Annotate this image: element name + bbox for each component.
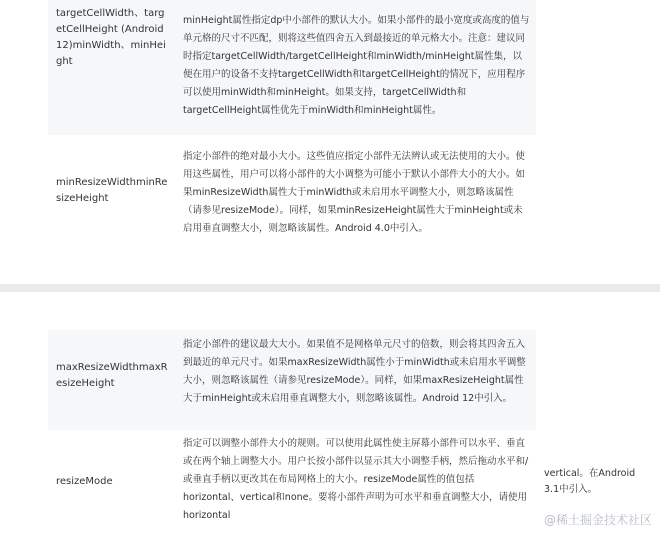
table-row bbox=[48, 430, 536, 534]
watermark-text: @稀土掘金技术社区 bbox=[543, 513, 652, 527]
section-divider bbox=[0, 284, 660, 292]
description-cell: 指定可以调整小部件大小的规则。可以使用此属性使主屏幕小部件可以水平、垂直或在两个轴上调整大小。用户长按小部件以显示其大小调整手柄，然后拖动水平和/或垂直手柄以更改其在布局网格上的大小。resizeMode属性的值包括horizontal、vertical和none。要将小部件声明为可水平和垂直调整大小，请使用horizontal bbox=[183, 438, 529, 521]
attribute-name-cell: maxResizeWidthmaxResizeHeight bbox=[56, 362, 168, 389]
attribute-name-cell: resizeMode bbox=[56, 476, 113, 487]
description-continuation-cell: vertical。在Android 3.1中引入。 bbox=[544, 468, 636, 495]
description-cell: 指定小部件的绝对最小大小。这些值应指定小部件无法辨认或无法使用的大小。使用这些属性，用户可以将小部件的大小调整为可能小于默认小部件大小的大小。如果minResizeWidth属性大于minWidth或未启用水平调整大小，则忽略该属性（请参见resizeMode）。同样，如果minResizeHeight属性大于minHeight或未启用垂直调整大小，则忽略该属性。Android 4.0中引入。 bbox=[183, 151, 526, 234]
attribute-name-cell: minResizeWidthminResizeHeight bbox=[56, 177, 168, 204]
table-row bbox=[48, 0, 536, 135]
description-cell: 指定小部件的建议最大大小。如果值不是网格单元尺寸的倍数，则会将其四舍五入到最近的单元尺寸。如果maxResizeWidth属性小于minWidth或未启用水平调整大小，则忽略该属性（请参见resizeMode）。同样，如果maxResizeHeight属性大于minHeight或未启用垂直调整大小，则忽略该属性。Android 12中引入。 bbox=[183, 339, 526, 404]
table-row bbox=[48, 330, 536, 430]
table-row bbox=[48, 135, 536, 265]
attribute-name-cell: targetCellWidth、targetCellHeight (Android 12)minWidth、minHeight bbox=[56, 8, 166, 67]
site-watermark bbox=[544, 511, 652, 528]
description-cell: minHeight属性指定dp中小部件的默认大小。如果小部件的最小宽度或高度的值与单元格的尺寸不匹配，则将这些值四舍五入到最接近的单元格大小。注意：建议同时指定targetCellWidth/targetCellHeight和minWidth/minHeight属性集，以便在用户的设备不支持targetCellWidth和targetCellHeight的情况下，应用程序可以使用minWidth和minHeight。如果支持，targetCellWidth和targetCellHeight属性优先于minWidth和minHeight属性。 bbox=[183, 15, 530, 116]
